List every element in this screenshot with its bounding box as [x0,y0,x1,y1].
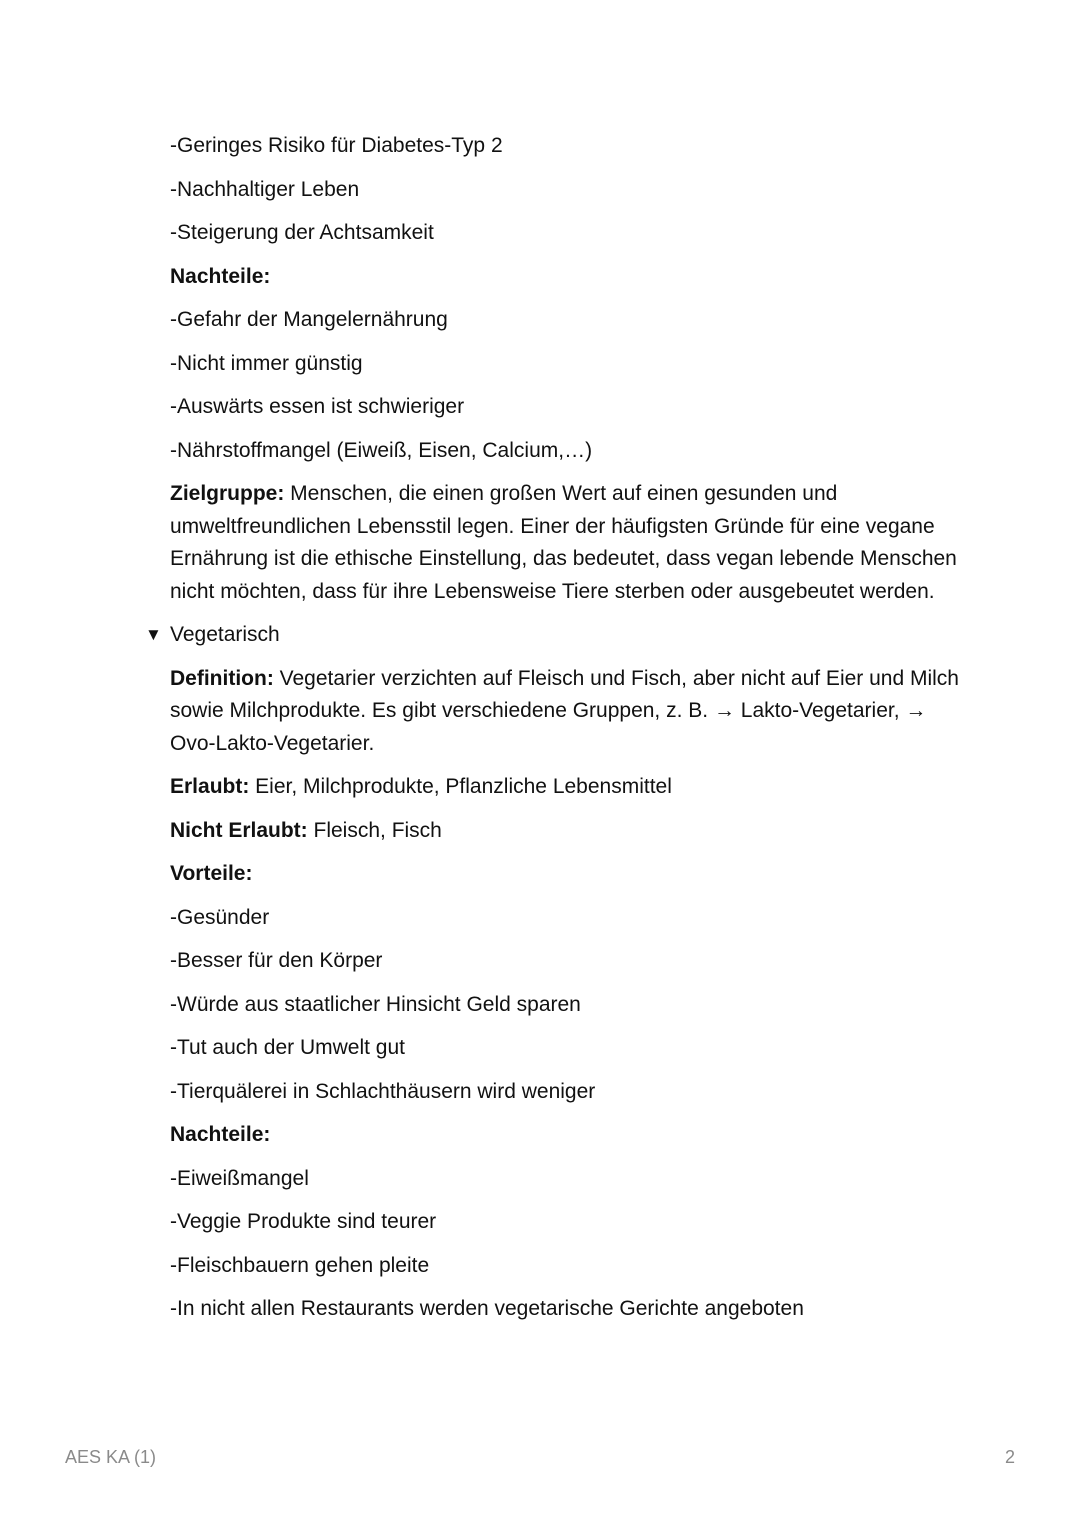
footer-document-title: AES KA (1) [65,1447,157,1467]
vegetarian-advantages-heading: Vorteile: [170,862,253,885]
vegan-disadvantage-item: -Nährstoffmangel (Eiweiß, Eisen, Calcium,…) [170,438,593,462]
target-group-label: Zielgruppe: [170,482,285,505]
vegetarian-disadvantages-heading: Nachteile: [170,1123,271,1146]
vegan-target-group [170,478,960,608]
allowed-label: Erlaubt: [170,775,250,798]
toggle-triangle-icon[interactable]: ▼ [145,625,162,644]
definition-text: Vegetarier verzichten auf Fleisch und Fisch, aber nicht auf Eier und Milch sowie Milchprodukte. Es gibt verschiedene Gruppen, z. B. → Lakto-Vegetarier, → Ovo-Lakto-Vegetarier. [170,666,959,755]
vegan-disadvantages-heading: Nachteile: [170,264,271,288]
vegetarian-allowed [170,771,960,804]
vegetarian-disadvantage-item: -Veggie Produkte sind teurer [170,1210,437,1233]
vegan-advantage-item: -Geringes Risiko für Diabetes-Typ 2 [170,134,503,157]
vegan-disadvantage-item: -Auswärts essen ist schwieriger [170,395,465,418]
target-group-text: Menschen, die einen großen Wert auf einen gesunden und umweltfreundlichen Lebensstil legen. Einer der häufigsten Gründe für eine vegane Ernährung ist die ethische Einstellung, das bedeutet, dass vegan lebende Menschen nicht möchten, dass für ihre Lebensweise Tiere sterben oder ausgebeutet werden. [170,482,957,603]
vegetarian-disadvantage-item: -In nicht allen Restaurants werden vegetarische Gerichte angeboten [170,1297,804,1320]
vegetarian-advantage-item: -Tut auch der Umwelt gut [170,1036,405,1059]
vegetarian-toggle[interactable] [145,619,960,652]
vegetarian-advantage-item: -Würde aus staatlicher Hinsicht Geld sparen [170,992,581,1016]
vegan-disadvantage-item: -Nicht immer günstig [170,351,363,375]
vegetarian-disadvantage-item: -Eiweißmangel [170,1166,309,1190]
vegan-advantage-item: -Steigerung der Achtsamkeit [170,221,434,244]
footer-page-number: 2 [1004,1447,1015,1467]
vegetarian-advantage-item: -Besser für den Körper [170,949,383,972]
vegetarian-definition [170,663,960,761]
definition-label: Definition: [170,666,274,690]
vegetarian-toggle-title: Vegetarisch [170,623,280,646]
allowed-text: Eier, Milchprodukte, Pflanzliche Lebensmittel [249,775,672,798]
vegetarian-advantage-item: -Gesünder [170,905,270,929]
not-allowed-label: Nicht Erlaubt: [170,818,308,842]
not-allowed-text: Fleisch, Fisch [307,818,442,842]
document-body [145,130,960,1337]
vegan-advantage-item: -Nachhaltiger Leben [170,177,360,201]
vegan-disadvantage-item: -Gefahr der Mangelernährung [170,308,448,331]
vegetarian-disadvantage-item: -Fleischbauern gehen pleite [170,1253,430,1277]
vegetarian-advantage-item: -Tierquälerei in Schlachthäusern wird weniger [170,1079,596,1103]
vegetarian-not-allowed [170,815,960,848]
